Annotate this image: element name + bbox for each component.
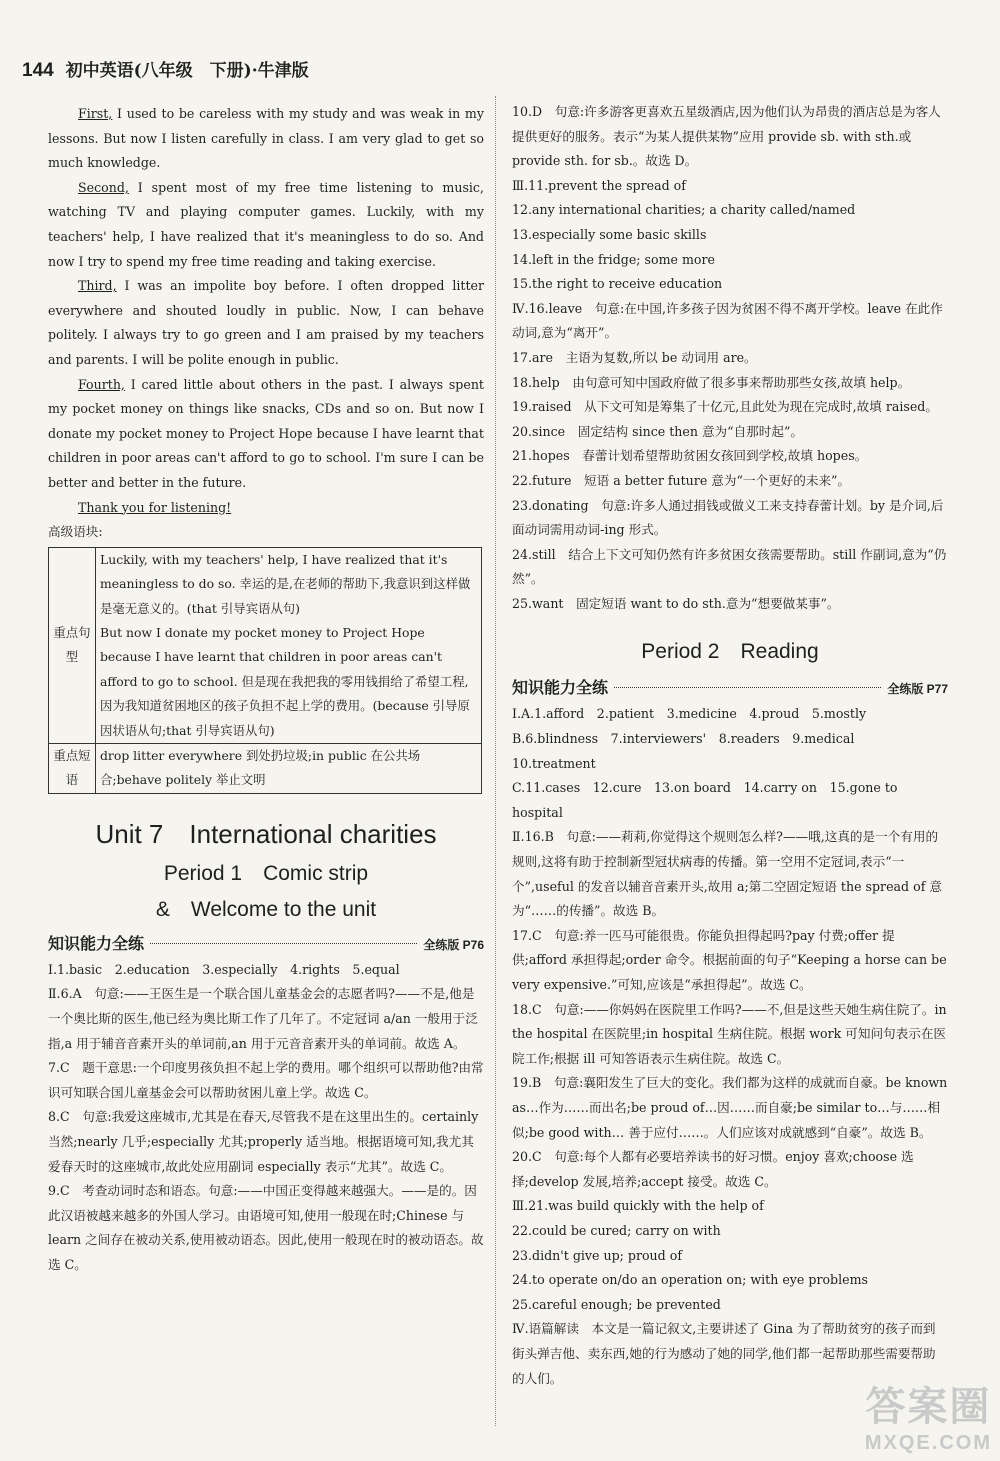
answer-item: Ⅱ.6.A 句意:——王医生是一个联合国儿童基金会的志愿者吗?——不是,他是一个奥比斯的医生,他已经为奥比斯工作了几年了。不定冠词 a/an 一般用于泛指,a 用于辅音音素开头的单词前,an 用于元音音素开头的单词前。故选 A。 [48, 986, 478, 1051]
answer-item: Ⅰ.1.basic 2.education 3.especially 4.rights 5.equal [48, 961, 400, 977]
answer-item: 19.raised 从下文可知是筹集了十亿元,且此处为现在完成时,故填 raised。 [512, 399, 938, 415]
paragraph-text: I cared little about others in the past. I always spent my pocket money on things like snacks, CDs and so on. But now I donate my pocket money to Project Hope because I have learnt that children in poor areas can't afford to go to school. I'm sure I can be better and better in the future. [48, 376, 484, 490]
page-number: 144 [22, 60, 54, 81]
answer-item: 8.C 句意:我爱这座城市,尤其是在春天,尽管我不是在这里出生的。certainly 当然;nearly 几乎;especially 尤其;properly 适当地。根据语境可知,我尤其爱春天时的这座城市,故此处应用副词 especially 表示“尤其”。故选 C。 [48, 1109, 479, 1174]
answer-item: 23.donating 句意:许多人通过捐钱或做义工来支持春蕾计划。by 是介词,后面动词需用动词-ing 形式。 [512, 497, 944, 538]
section-bar [48, 932, 484, 958]
answer-item: 17.C 句意:养一匹马可能很贵。你能负担得起吗?pay 付费;offer 提供;afford 承担得起;order 命令。根据前面的句子“Keeping a horse can be very expensive.”可知,应该是“承担得起”。故选 C。 [512, 927, 947, 992]
paragraph-lead: First, [78, 106, 113, 121]
answer-item: 19.B 句意:襄阳发生了巨大的变化。我们都为这样的成就而自豪。be known as…作为……而出名;be proud of…因……而自豪;be similar to…与……相似;be good with… 善于应付……。人们应该对成就感到“自豪”。故选 B。 [512, 1075, 948, 1140]
answer-item: 9.C 考查动词时态和语态。句意:——中国正变得越来越强大。——是的。因此汉语被越来越多的外国人学习。由语境可知,使用一般现在时;Chinese 与 learn 之间存在被动关系,使用被动语态。因此,使用一般现在时的被动语态。故选 C。 [48, 1183, 484, 1272]
key-sentence-2: But now I donate my pocket money to Project Hope because I have learnt that children in poor areas can't afford to go to school. 但是现在我把我的零用钱捐给了希望工程,因为我知道贫困地区的孩子负担不起上学的费用。(because 引导原因状语从句;that 引导宾语从句) [100, 624, 470, 738]
answer-item: 23.didn't give up; proud of [512, 1247, 682, 1263]
answer-item: 22.could be cured; carry on with [512, 1222, 721, 1238]
left-column [48, 102, 484, 1277]
answer-item: 20.since 固定结构 since then 意为“自那时起”。 [512, 423, 803, 439]
answer-item: 25.careful enough; be prevented [512, 1296, 721, 1312]
key-phrase-header: 重点短语 [49, 743, 96, 793]
paragraph-text: I spent most of my free time listening to music, watching TV and playing computer games. Luckily, with my teachers' help, I have realized that it's meaningless to do so. And now I try to spend my free time reading and taking exercise. [48, 179, 484, 269]
answer-item: C.11.cases 12.cure 13.on board 14.carry on 15.gone to hospital [512, 780, 898, 820]
section-label: 知识能力全练 [512, 680, 609, 698]
answer-item: 12.any international charities; a charity called/named [512, 202, 856, 218]
paragraph-text: I was an impolite boy before. I often dropped litter everywhere and shouted loudly in public. Now, I can behave politely. I always try to go green and I am praised by my teachers and parents. I will be polite enough in public. [48, 278, 484, 367]
period-title: Period 2 Reading [641, 640, 819, 664]
key-points-table [48, 547, 482, 794]
answer-list [512, 100, 948, 616]
unit-title: Unit 7 International charities [95, 818, 437, 849]
watermark-text: 答案圈 [865, 1385, 992, 1429]
section-ref: 全练版 P76 [423, 937, 484, 952]
answer-list [512, 702, 948, 1391]
answer-item: 13.especially some basic skills [512, 226, 707, 242]
column-divider [495, 96, 496, 1426]
section-ref: 全练版 P77 [887, 682, 948, 697]
answer-item: 24.to operate on/do an operation on; with eye problems [512, 1272, 868, 1288]
answer-item: Ⅲ.11.prevent the spread of [512, 177, 686, 193]
thanks-text: Thank you for listening! [78, 499, 232, 515]
answer-item: 18.help 由句意可知中国政府做了很多事来帮助那些女孩,故填 help。 [512, 374, 911, 390]
answer-item: 14.left in the fridge; some more [512, 251, 715, 267]
answer-item: 10.D 句意:许多游客更喜欢五星级酒店,因为他们认为昂贵的酒店总是为客人提供更好的服务。表示“为某人提供某物”应用 provide sb. with sth.或 provide sth. for sb.。故选 D。 [512, 104, 941, 169]
answer-item: Ⅲ.21.was build quickly with the help of [512, 1198, 764, 1214]
paragraph-lead: Fourth, [78, 376, 125, 392]
watermark-logo [865, 1375, 992, 1455]
answer-item: 21.hopes 春蕾计划希望帮助贫困女孩回到学校,故填 hopes。 [512, 448, 868, 464]
right-column [512, 100, 948, 1391]
answer-item: 15.the right to receive education [512, 276, 723, 292]
book-title: 初中英语(八年级 下册)·牛津版 [65, 61, 309, 81]
answer-item: B.6.blindness 7.interviewers' 8.readers 9.medical 10.treatment [512, 731, 867, 771]
speech-paragraph [48, 102, 484, 176]
section-bar [512, 676, 948, 702]
page-header [22, 56, 309, 82]
answer-item: 22.future 短语 a better future 意为“一个更好的未来”。 [512, 472, 851, 488]
speech-paragraph [48, 176, 484, 274]
key-phrase-cell: drop litter everywhere 到处扔垃圾;in public 在公共场合;behave politely 举止文明 [96, 743, 482, 793]
key-sentence-1: Luckily, with my teachers' help, I have realized that it's meaningless to do so. 幸运的是,在老师的帮助下,我意识到这样做是毫无意义的。(that 引导宾语从句) [100, 551, 471, 616]
key-sentence-header: 重点句型 [49, 547, 96, 743]
answer-item: Ⅳ.语篇解读 本文是一篇记叙文,主要讲述了 Gina 为了帮助贫穷的孩子而到街头弹吉他、卖东西,她的行为感动了她的同学,他们都一起帮助那些需要帮助的人们。 [512, 1321, 936, 1386]
key-sentence-cell [96, 547, 482, 743]
answer-item: 7.C 题干意思:一个印度男孩负担不起上学的费用。哪个组织可以帮助他?由常识可知联合国儿童基金会可以帮助贫困儿童上学。故选 C。 [48, 1060, 484, 1100]
answer-item: 24.still 结合上下文可知仍然有许多贫困女孩需要帮助。still 作副词,意为“仍然”。 [512, 546, 947, 587]
answer-item: 18.C 句意:——你妈妈在医院里工作吗?——不,但是这些天她生病住院了。in the hospital 在医院里;in hospital 生病住院。根据 work 可知问句表示在医院工作;根据 ill 可知答语表示生病住院。故选 C。 [512, 1001, 947, 1066]
period-subtitle: & Welcome to the unit [155, 897, 377, 921]
paragraph-text: I used to be careless with my study and was weak in my lessons. But now I listen carefully in class. I am very glad to get so much knowledge. [48, 106, 484, 171]
answer-item: 25.want 固定短语 want to do sth.意为“想要做某事”。 [512, 595, 840, 611]
speech-paragraph [48, 274, 484, 372]
dotted-leader [150, 943, 417, 944]
answer-item: Ⅰ.A.1.afford 2.patient 3.medicine 4.proud 5.mostly [512, 706, 867, 722]
answer-item: Ⅱ.16.B 句意:——莉莉,你觉得这个规则怎么样?——哦,这真的是一个有用的规则,这将有助于控制新型冠状病毒的传播。第一空用不定冠词,表示“一个”,useful 的发音以辅音音素开头,故用 a;第二空固定短语 the spread of 意为“……的传播”。故选 B。 [512, 829, 942, 919]
speech-paragraph [48, 373, 484, 496]
closing-line [48, 496, 484, 521]
watermark-url: MXQE.COM [864, 1432, 992, 1454]
answer-item: 17.are 主语为复数,所以 be 动词用 are。 [512, 349, 757, 365]
answer-item: 20.C 句意:每个人都有必要培养读书的好习惯。enjoy 喜欢;choose 选择;develop 发展,培养;accept 接受。故选 C。 [512, 1149, 914, 1189]
period-title: Period 1 Comic strip [163, 861, 369, 885]
answer-item: Ⅳ.16.leave 句意:在中国,许多孩子因为贫困不得不离开学校。leave 在此作动词,意为“离开”。 [512, 300, 943, 341]
answer-list [48, 958, 484, 1278]
section-label: 知识能力全练 [48, 935, 145, 953]
dotted-leader [614, 687, 881, 688]
advanced-label: 高级语块: [48, 524, 103, 540]
paragraph-lead: Second, [78, 179, 129, 195]
paragraph-lead: Third, [78, 278, 117, 294]
